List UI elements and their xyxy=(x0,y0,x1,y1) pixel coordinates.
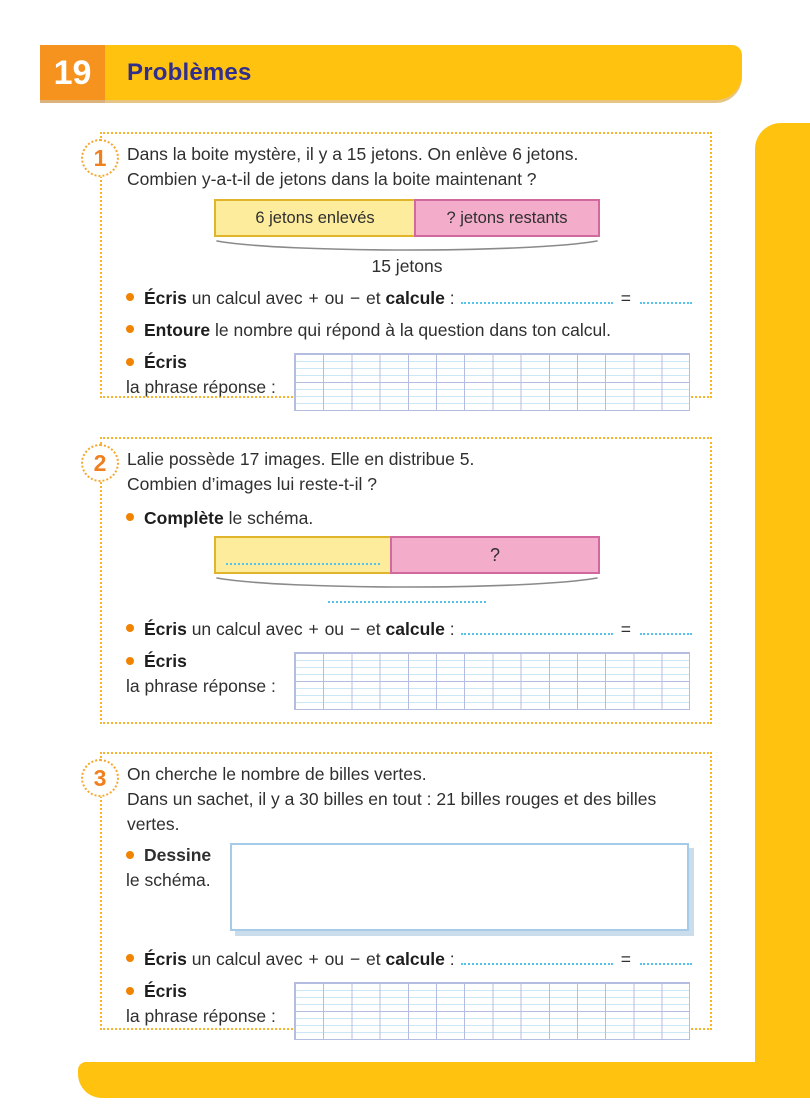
drawing-area[interactable] xyxy=(230,843,689,931)
problem-2-bar-diagram xyxy=(214,536,600,603)
problem-1-statement xyxy=(127,142,692,192)
problem-2-statement xyxy=(127,447,692,497)
bullet-icon xyxy=(126,325,134,333)
result-answer-line[interactable] xyxy=(640,289,692,304)
dessine-rest: le schéma. xyxy=(126,870,211,890)
phrase-label xyxy=(126,979,294,1029)
bar-segment-removed xyxy=(214,199,416,237)
problem-3-badge xyxy=(81,759,119,797)
entoure-instruction: Entoure le nombre qui répond à la question dans ton calcul. xyxy=(144,320,611,340)
brace-curve-icon xyxy=(214,239,600,254)
brace-curve-icon xyxy=(214,576,600,591)
equals-sign: = xyxy=(620,949,631,969)
calc-instruction: Écris un calcul avec + ou − et calcule : xyxy=(144,619,455,639)
bullet-icon xyxy=(126,954,134,962)
problem-1-bar-diagram xyxy=(214,199,600,277)
bar-total-label: 15 jetons xyxy=(371,256,443,276)
phrase-bold: Écris xyxy=(144,651,187,671)
calc-instruction: Écris un calcul avec + ou − et calcule : xyxy=(144,288,455,308)
problem-3-calc-task xyxy=(126,949,692,970)
bullet-icon xyxy=(126,851,134,859)
writing-grid[interactable] xyxy=(294,353,690,411)
problem-2-number: 2 xyxy=(93,449,107,476)
bullet-icon xyxy=(126,293,134,301)
phrase-label xyxy=(126,350,294,400)
problem-2-phrase-task xyxy=(126,649,692,710)
result-answer-line[interactable] xyxy=(640,620,692,635)
phrase-bold: Écris xyxy=(144,352,187,372)
writing-grid[interactable] xyxy=(294,652,690,710)
problem-1-calc-task xyxy=(126,288,692,309)
bullet-icon xyxy=(126,624,134,632)
header-banner xyxy=(105,45,742,100)
problem-2-calc-task xyxy=(126,619,692,640)
phrase-label xyxy=(126,649,294,699)
right-edge-bar xyxy=(755,123,810,1098)
problem-2 xyxy=(93,437,712,724)
equals-sign: = xyxy=(620,619,631,639)
bar-row xyxy=(214,199,600,237)
dessine-label xyxy=(126,843,230,893)
total-answer-line[interactable] xyxy=(328,601,486,603)
phrase-rest: la phrase réponse : xyxy=(126,676,276,696)
statement-line: Combien y-a-t-il de jetons dans la boite maintenant ? xyxy=(127,169,537,189)
bar-segment-to-fill[interactable] xyxy=(214,536,392,574)
bar-segment-unknown xyxy=(390,536,600,574)
dessine-bold: Dessine xyxy=(144,845,212,865)
problem-3-statement xyxy=(127,762,692,837)
problem-2-badge xyxy=(81,444,119,482)
bar-answer-line[interactable] xyxy=(226,563,380,565)
phrase-rest: la phrase réponse : xyxy=(126,377,276,397)
result-answer-line[interactable] xyxy=(640,950,692,965)
statement-line: Dans la boite mystère, il y a 15 jetons. On enlève 6 jetons. xyxy=(127,144,579,164)
bullet-icon xyxy=(126,657,134,665)
complete-instruction: Complète le schéma. xyxy=(144,508,314,528)
problem-2-complete-task xyxy=(126,508,692,529)
bar-segment-remaining xyxy=(414,199,600,237)
problem-1-phrase-task xyxy=(126,350,692,411)
bar-row xyxy=(214,536,600,574)
problem-1-number: 1 xyxy=(93,144,107,171)
problem-1 xyxy=(93,132,712,398)
lesson-number: 19 xyxy=(53,53,92,92)
calc-answer-line[interactable] xyxy=(461,289,613,304)
problem-3 xyxy=(93,752,712,1030)
statement-line: Lalie possède 17 images. Elle en distribue 5. xyxy=(127,449,475,469)
bullet-icon xyxy=(126,358,134,366)
statement-line: On cherche le nombre de billes vertes. xyxy=(127,764,427,784)
problem-3-number: 3 xyxy=(93,764,107,791)
bottom-edge-bar xyxy=(78,1062,810,1098)
phrase-bold: Écris xyxy=(144,981,187,1001)
problem-3-dessine-task xyxy=(126,843,692,931)
phrase-rest: la phrase réponse : xyxy=(126,1006,276,1026)
lesson-number-box xyxy=(40,45,105,100)
bar-segment-label: ? jetons restants xyxy=(446,208,568,227)
problem-1-badge xyxy=(81,139,119,177)
problem-1-entoure-task xyxy=(126,320,692,341)
writing-grid[interactable] xyxy=(294,982,690,1040)
page-title: Problèmes xyxy=(127,58,252,86)
statement-line: Combien d’images lui reste-t-il ? xyxy=(127,474,377,494)
bullet-icon xyxy=(126,987,134,995)
equals-sign: = xyxy=(620,288,631,308)
problem-3-phrase-task xyxy=(126,979,692,1040)
page-header xyxy=(40,45,742,100)
bar-segment-label: 6 jetons enlevés xyxy=(255,208,375,227)
calc-instruction: Écris un calcul avec + ou − et calcule : xyxy=(144,949,455,969)
statement-line: Dans un sachet, il y a 30 billes en tout : 21 billes rouges et des billes vertes. xyxy=(127,789,657,834)
bullet-icon xyxy=(126,513,134,521)
bar-segment-label: ? xyxy=(489,544,500,565)
calc-answer-line[interactable] xyxy=(461,620,613,635)
calc-answer-line[interactable] xyxy=(461,950,613,965)
